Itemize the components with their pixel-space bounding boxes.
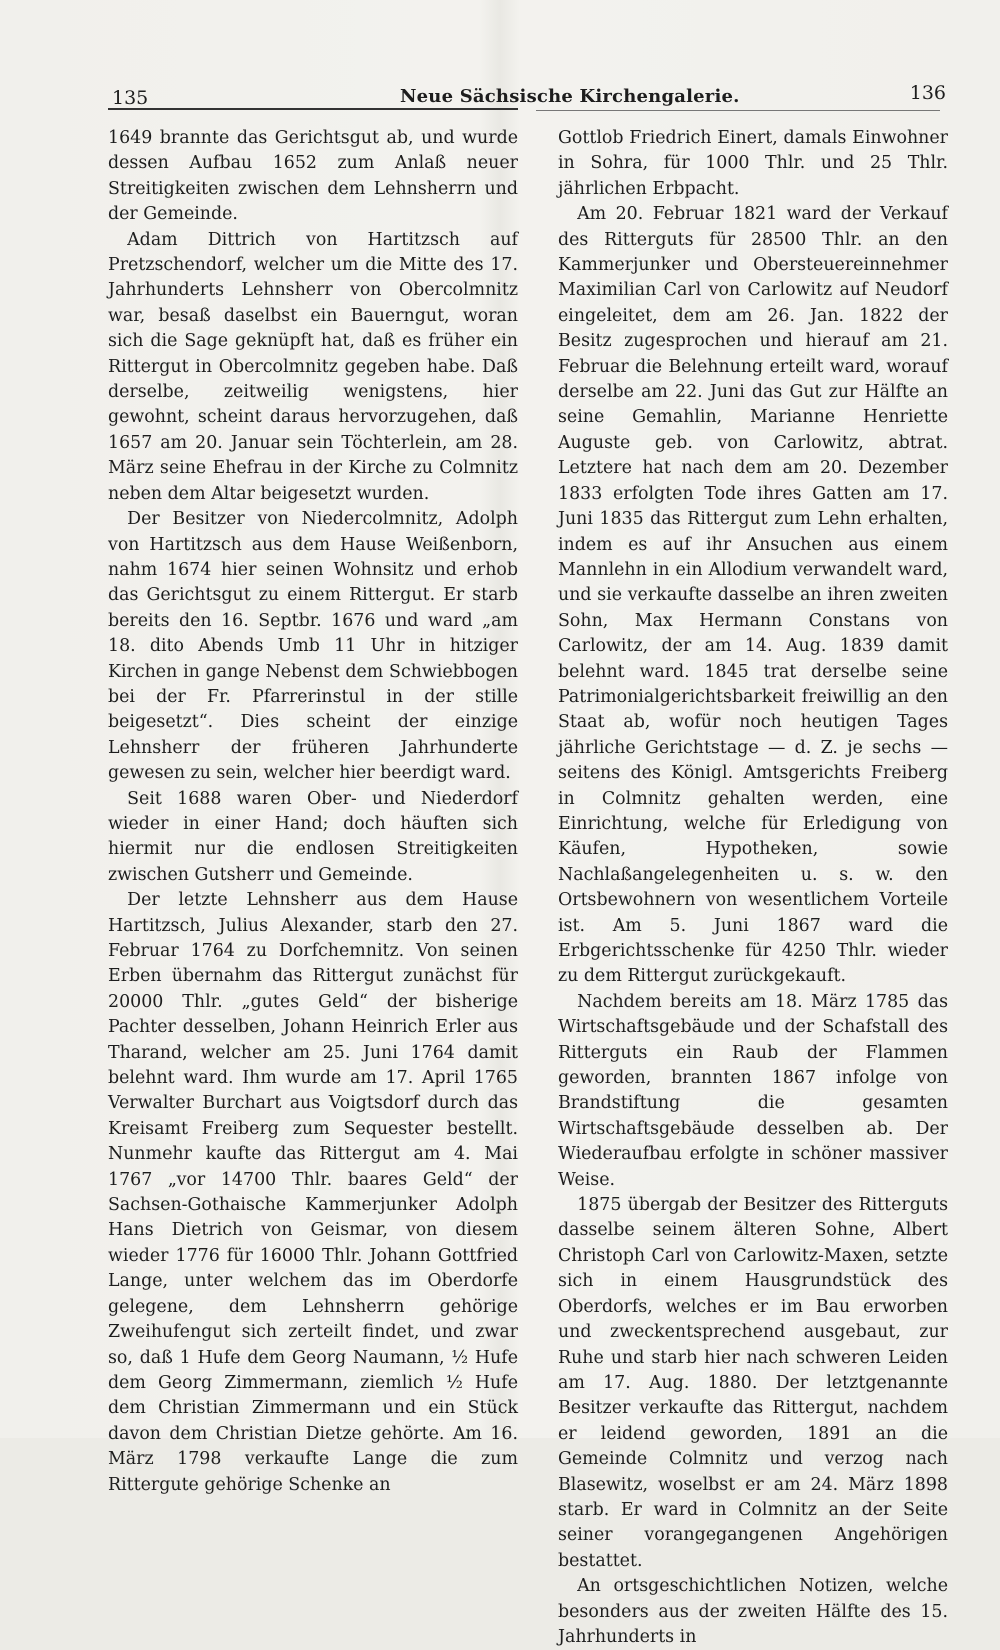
left-paragraph-3: Der Besitzer von Niedercolmnitz, Adolph von Hartitzsch aus dem Hause Weißenborn, nahm 1674 hier seinen Wohnsitz und erhob das Gerichtsgut zu einem Rittergut. Er starb bereits den 16. Septbr. 1676 und ward „am 18. dito Abends Umb 11 Uhr in hitziger Kirchen in gange Nebenst dem Schwiebbogen bei der Fr. Pfarrerinstul in der stille beigesetzt“. Dies scheint der einzige Lehnsherr der früheren Jahrhunderte gewesen zu sein, welcher hier beerdigt ward. (108, 509, 518, 784)
header-rule-right (536, 110, 940, 111)
left-paragraph-1: 1649 brannte das Gerichtsgut ab, und wurde dessen Aufbau 1652 zum Anlaß neuer Streitigkeiten zwischen dem Lehnsherrn und der Gemeinde. (108, 128, 518, 225)
right-paragraph-4: 1875 übergab der Besitzer des Ritterguts dasselbe seinem älteren Sohne, Albert Christoph Carl von Carlowitz-Maxen, setzte sich in einem Hausgrundstück des Oberdorfs, welches er im Bau erworben und zweckentsprechend ausgebaut, zur Ruhe und starb hier nach schweren Leiden am 17. Aug. 1880. Der letztgenannte Besitzer verkaufte das Rittergut, nachdem er leidend geworden, 1891 an die Gemeinde Colmnitz und verzog nach Blasewitz, woselbst er am 24. März 1898 starb. Er ward in Colmnitz an der Seite seiner vorangegangenen Angehörigen bestattet. (558, 1195, 948, 1571)
left-paragraph-5: Der letzte Lehnsherr aus dem Hause Hartitzsch, Julius Alexander, starb den 27. Februar 1764 zu Dorfchemnitz. Von seinen Erben übernahm das Rittergut zunächst für 20000 Thlr. „gutes Geld“ der bisherige Pachter desselben, Johann Heinrich Erler aus Tharand, welcher am 25. Juni 1764 damit belehnt ward. Ihm wurde am 17. April 1765 Verwalter Burchart aus Voigtsdorf durch das Kreisamt Freiberg zum Sequester bestellt. Nunmehr kaufte das Rittergut am 4. Mai 1767 „vor 14700 Thlr. baares Geld“ der Sachsen-Gothaische Kammerjunker Adolph Hans Dietrich von Geismar, von diesem wieder 1776 für 16000 Thlr. Johann Gottfried Lange, unter welchem das im Oberdorfe gelegene, dem Lehnsherrn gehörige Zweihufengut sich zerteilt findet, und zwar so, daß 1 Hufe dem Georg Naumann, ½ Hufe dem Georg Zimmermann, ziemlich ½ Hufe dem Christian Zimmermann und ein Stück davon dem Christian Dietze gehörte. Am 16. März 1798 verkaufte Lange die zum Rittergute gehörige Schenke an (108, 890, 518, 1495)
header-rule-left (108, 108, 518, 110)
running-title: Neue Sächsische Kirchengalerie. (400, 86, 740, 107)
right-page-number: 136 (909, 82, 946, 104)
right-column (558, 126, 948, 1650)
right-paragraph-3: Nachdem bereits am 18. März 1785 das Wirtschaftsgebäude und der Schafstall des Ritterguts ein Raub der Flammen geworden, brannten 1867 infolge von Brandstiftung die gesamten Wirtschaftsgebäude desselben ab. Der Wiederaufbau erfolgte in schöner massiver Weise. (558, 991, 948, 1190)
right-paragraph-1: Gottlob Friedrich Einert, damals Einwohner in Sohra, für 1000 Thlr. und 25 Thlr. jährlichen Erbpacht. (558, 128, 948, 199)
left-paragraph-4: Seit 1688 waren Ober- und Niederdorf wieder in einer Hand; doch häuften sich hiermit nur die endlosen Streitigkeiten zwischen Gutsherr und Gemeinde. (108, 788, 518, 885)
right-paragraph-2: Am 20. Februar 1821 ward der Verkauf des Ritterguts für 28500 Thlr. an den Kammerjunker und Obersteuereinnehmer Maximilian Carl von Carlowitz auf Neudorf eingeleitet, dem am 26. Jan. 1822 der Besitz zugesprochen und hierauf am 21. Februar die Belehnung erteilt ward, worauf derselbe am 22. Juni das Gut zur Hälfte an seine Gemahlin, Marianne Henriette Auguste geb. von Carlowitz, abtrat. Letztere hat nach dem am 20. Dezember 1833 erfolgten Tode ihres Gatten am 17. Juni 1835 das Rittergut zum Lehn erhalten, indem es auf ihr Ansuchen aus einem Mannlehn in ein Allodium verwandelt ward, und sie verkaufte dasselbe an ihren zweiten Sohn, Max Hermann Constans von Carlowitz, der am 14. Aug. 1839 damit belehnt ward. 1845 trat derselbe seine Patrimonialgerichtsbarkeit freiwillig an den Staat ab, wofür noch heutigen Tages jährliche Gerichtstage — d. Z. je sechs — seitens des Königl. Amtsgerichts Freiberg in Colmnitz gehalten werden, eine Einrichtung, welche für Erledigung von Käufen, Hypotheken, sowie Nachlaßangelegenheiten u. s. w. den Ortsbewohnern von wesentlichem Vorteile ist. Am 5. Juni 1867 ward die Erbgerichtsschenke für 4250 Thlr. wieder zu dem Rittergut zurückgekauft. (558, 204, 948, 987)
left-column (108, 126, 518, 1498)
left-page-number: 135 (112, 87, 149, 109)
left-paragraph-2: Adam Dittrich von Hartitzsch auf Pretzschendorf, welcher um die Mitte des 17. Jahrhunderts Lehnsherr von Obercolmnitz war, besaß daselbst ein Bauerngut, woran sich die Sage geknüpft hat, daß es früher ein Rittergut in Obercolmnitz gegeben habe. Daß derselbe, zeitweilig wenigstens, hier gewohnt, scheint daraus hervorzugehen, daß 1657 am 20. Januar sein Töchterlein, am 28. März seine Ehefrau in der Kirche zu Colmnitz neben dem Altar beigesetzt wurden. (108, 229, 518, 504)
right-paragraph-5: An ortsgeschichtlichen Notizen, welche besonders aus der zweiten Hälfte des 15. Jahrhunderts in (558, 1576, 948, 1647)
